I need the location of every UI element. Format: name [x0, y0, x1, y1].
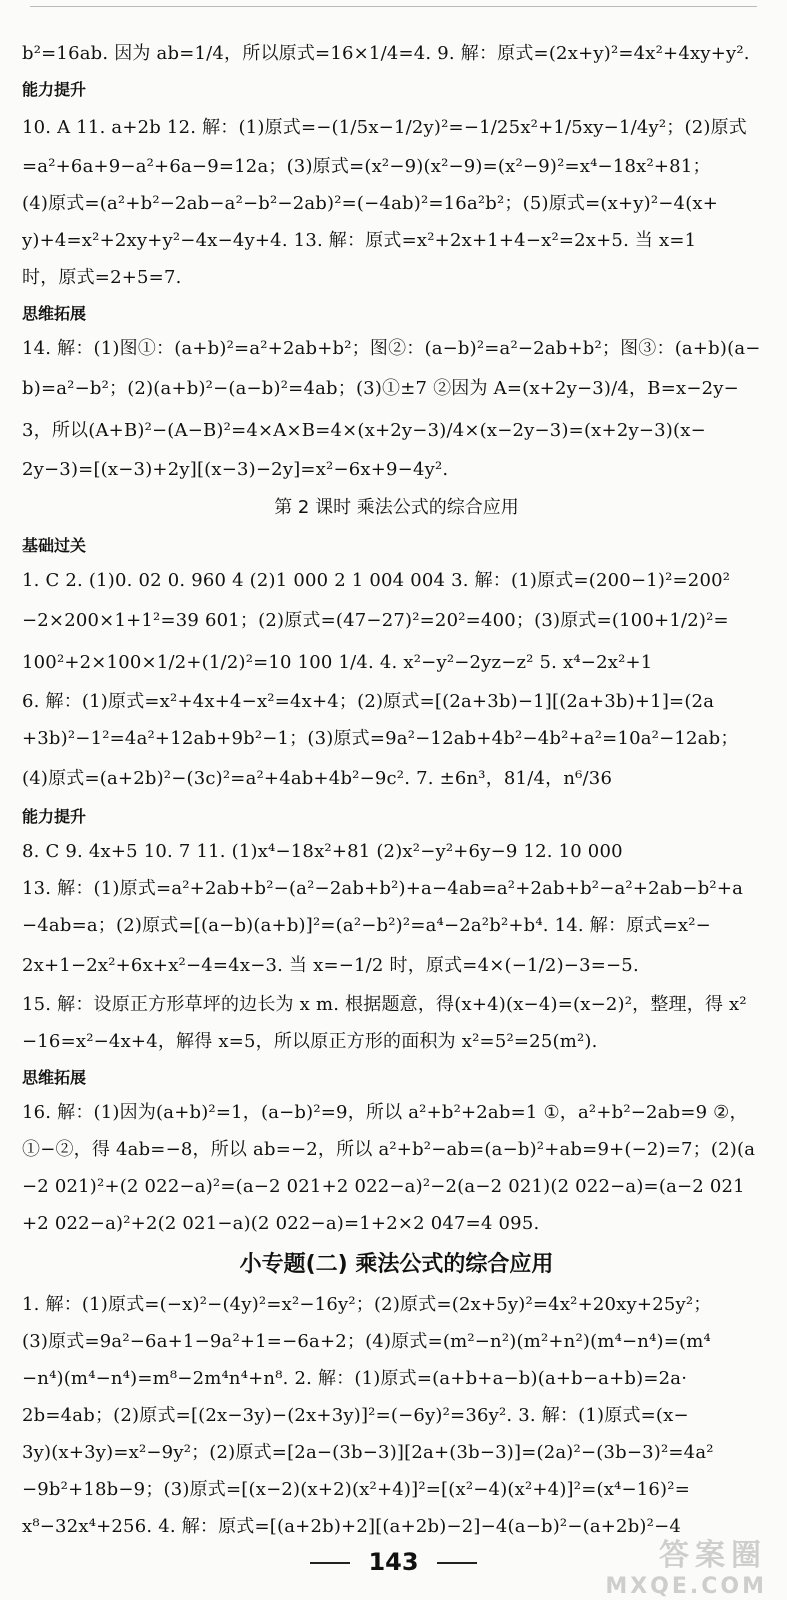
footer-dash-left: [310, 1562, 350, 1564]
section-heading: 思维拓展: [22, 304, 87, 323]
text-line: (4)原式=(a²+b²−2ab−a²−b²−2ab)²=(−4ab)²=16a²b²；(5)原式=(x+y)²−4(x+: [22, 193, 719, 214]
text-line: 1. C 2. (1)0. 02 0. 960 4 (2)1 000 2 1 004 004 3. 解：(1)原式=(200−1)²=200²: [22, 570, 731, 591]
text-line: 16. 解：(1)因为(a+b)²=1，(a−b)²=9，所以 a²+b²+2ab=1 ①，a²+b²−2ab=9 ②，: [22, 1102, 748, 1123]
text-line: b)=a²−b²；(2)(a+b)²−(a−b)²=4ab；(3)①±7 ②因为 A=(x+2y−3)/4，B=x−2y−: [22, 378, 739, 399]
section-heading: 能力提升: [22, 80, 87, 99]
section-heading: 思维拓展: [22, 1068, 87, 1087]
text-line: −n⁴)(m⁴−n⁴)=m⁸−2m⁴n⁴+n⁸. 2. 解：(1)原式=(a+b+a−b)(a+b−a+b)=2a·: [22, 1368, 688, 1389]
text-line: b²=16ab. 因为 ab=1/4，所以原式=16×1/4=4. 9. 解：原式=(2x+y)²=4x²+4xy+y².: [22, 43, 750, 64]
section-heading: 能力提升: [22, 807, 87, 826]
text-line: 3y)(x+3y)=x²−9y²；(2)原式=[2a−(3b−3)][2a+(3b−3)]=(2a)²−(3b−3)²=4a²: [22, 1442, 714, 1463]
footer-dash-right: [437, 1562, 477, 1564]
section-heading: 基础过关: [22, 536, 87, 555]
text-line: +3b)²−1²=4a²+12ab+9b²−1；(3)原式=9a²−12ab+4b²−4b²+a²=10a²−12ab；: [22, 728, 739, 749]
text-line: 2x+1−2x²+6x+x²−4=4x−3. 当 x=−1/2 时，原式=4×(−1/2)−3=−5.: [22, 955, 639, 976]
watermark: [605, 1530, 767, 1599]
text-line: (4)原式=(a+2b)²−(3c)²=a²+4ab+4b²−9c². 7. ±6n³，81/4，n⁶/36: [22, 768, 613, 789]
text-line: 2b=4ab；(2)原式=[(2x−3y)−(2x+3y)]²=(−6y)²=36y². 3. 解：(1)原式=(x−: [22, 1405, 689, 1426]
text-line: +2 022−a)²+2(2 021−a)(2 022−a)=1+2×2 047=4 095.: [22, 1213, 540, 1234]
text-line: −16=x²−4x+4，解得 x=5，所以原正方形的面积为 x²=5²=25(m²).: [22, 1031, 598, 1052]
text-line: ①−②，得 4ab=−8，所以 ab=−2，所以 a²+b²−ab=(a−b)²+ab=9+(−2)=7；(2)(a: [22, 1139, 756, 1160]
text-line: −4ab=a；(2)原式=[(a−b)(a+b)]²=(a²−b²)²=a⁴−2a²b²+b⁴. 14. 解：原式=x²−: [22, 915, 711, 936]
text-line: 2y−3)=[(x−3)+2y][(x−3)−2y]=x²−6x+9−4y².: [22, 459, 449, 480]
text-line: 时，原式=2+5=7.: [22, 267, 182, 288]
text-line: 6. 解：(1)原式=x²+4x+4−x²=4x+4；(2)原式=[(2a+3b)−1][(2a+3b)+1]=(2a: [22, 691, 715, 712]
text-line: x⁸−32x⁴+256. 4. 解：原式=[(a+2b)+2][(a+2b)−2]−4(a−b)²−(a+2b)²−4: [22, 1516, 681, 1537]
text-line: 1. 解：(1)原式=(−x)²−(4y)²=x²−16y²；(2)原式=(2x+5y)²=4x²+20xy+25y²；: [22, 1294, 712, 1315]
lesson-title: 第 2 课时 乘法公式的综合应用: [274, 497, 519, 518]
text-line: y)+4=x²+2xy+y²−4x−4y+4. 13. 解：原式=x²+2x+1+4−x²=2x+5. 当 x=1: [22, 230, 697, 251]
text-line: 8. C 9. 4x+5 10. 7 11. (1)x⁴−18x²+81 (2)x²−y²+6y−9 12. 10 000: [22, 841, 623, 862]
text-line: 3，所以(A+B)²−(A−B)²=4×A×B=4×(x+2y−3)/4×(x−2y−3)=(x+2y−3)(x−: [22, 420, 706, 441]
text-line: −2 021)²+(2 022−a)²=(a−2 021+2 022−a)²−2(a−2 021)(2 022−a)=(a−2 021: [22, 1176, 745, 1197]
text-line: =a²+6a+9−a²+6a−9=12a；(3)原式=(x²−9)(x²−9)=(x²−9)²=x⁴−18x²+81；: [22, 156, 711, 177]
text-line: 100²+2×100×1/2+(1/2)²=10 100 1/4. 4. x²−y²−2yz−z² 5. x⁴−2x²+1: [22, 652, 653, 673]
watermark-line2: MXQE.COM: [605, 1574, 767, 1599]
page-number: 143: [368, 1548, 419, 1576]
topic-title: 小专题(二) 乘法公式的综合应用: [239, 1252, 554, 1277]
watermark-line1: 答案圈: [659, 1538, 767, 1573]
answer-key-body: [22, 42, 771, 1552]
text-line: 15. 解：设原正方形草坪的边长为 x m. 根据题意，得(x+4)(x−4)=(x−2)²，整理，得 x²: [22, 994, 747, 1015]
text-line: 13. 解：(1)原式=a²+2ab+b²−(a²−2ab+b²)+a−4ab=a²+2ab+b²−a²+2ab−b²+a: [22, 878, 744, 899]
text-line: 14. 解：(1)图①：(a+b)²=a²+2ab+b²；图②：(a−b)²=a²−2ab+b²；图③：(a+b)(a−: [22, 338, 761, 359]
top-rule: [30, 6, 757, 7]
text-line: 10. A 11. a+2b 12. 解：(1)原式=−(1/5x−1/2y)²=−1/25x²+1/5xy−1/4y²；(2)原式: [22, 117, 747, 138]
text-line: −2×200×1+1²=39 601；(2)原式=(47−27)²=20²=400；(3)原式=(100+1/2)²=: [22, 610, 729, 631]
text-line: −9b²+18b−9；(3)原式=[(x−2)(x+2)(x²+4)]²=[(x²−4)(x²+4)]²=(x⁴−16)²=: [22, 1479, 690, 1500]
text-line: (3)原式=9a²−6a+1−9a²+1=−6a+2；(4)原式=(m²−n²)(m²+n²)(m⁴−n⁴)=(m⁴: [22, 1331, 711, 1352]
